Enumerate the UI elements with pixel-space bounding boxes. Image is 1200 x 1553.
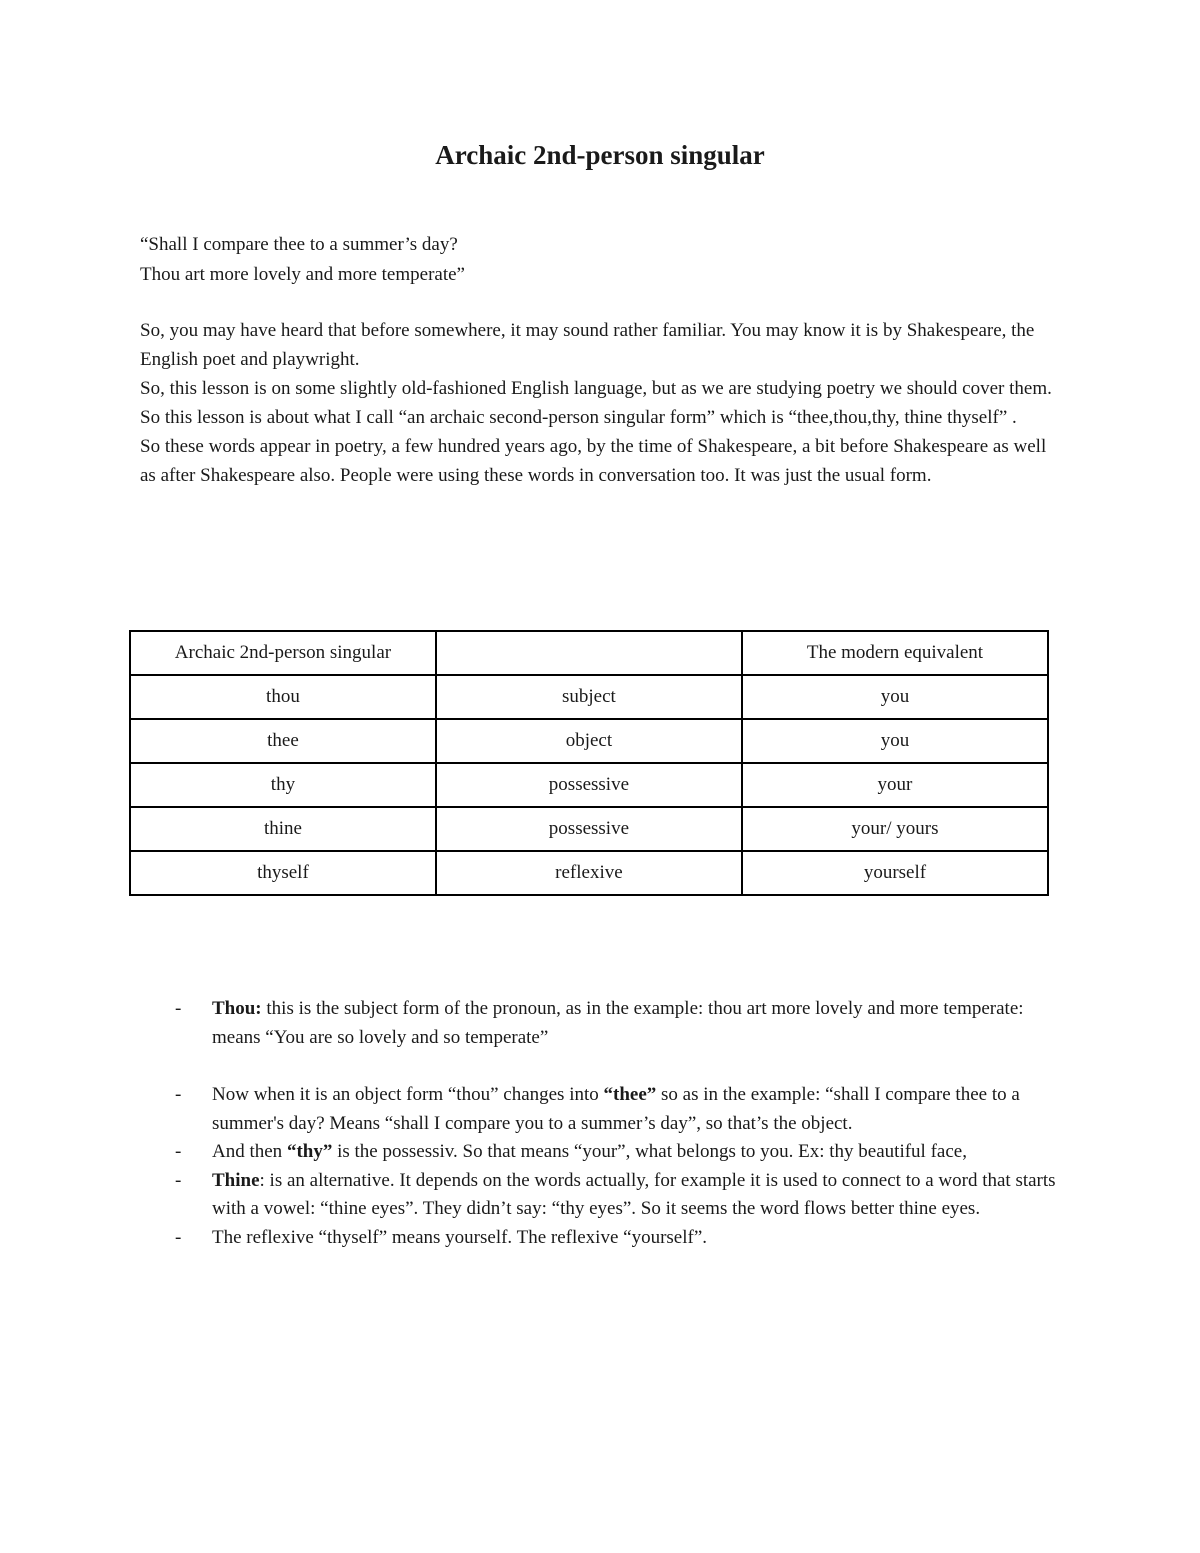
table-cell: reflexive [436,851,742,895]
bullet-dash: - [175,998,182,1019]
note-text [212,1138,1065,1167]
table-row [130,851,1048,895]
table-cell: thee [130,719,436,763]
intro-text [140,316,1060,490]
table-cell: yourself [742,851,1048,895]
table-cell: your [742,763,1048,807]
sonnet-quote [140,230,1070,290]
note-term: “thy” [286,1141,333,1162]
list-item [175,1167,1065,1224]
note-body: is the possessiv. So that means “your”, what belongs to you. Ex: thy beautiful face, [332,1141,967,1162]
table-cell: your/ yours [742,807,1048,851]
intro-paragraph: So, this lesson is on some slightly old-fashioned English language, but as we are studying poetry we should cover them. So this lesson is about what I call “an archaic second-person singular form” which is “thee,thou,thy, thine thyself” . [140,378,1052,428]
note-term: “thee” [603,1084,657,1105]
table-cell: possessive [436,763,742,807]
table-cell: possessive [436,807,742,851]
table-row [130,807,1048,851]
note-text [212,1167,1065,1224]
table-row [130,675,1048,719]
bullet-dash: - [175,1084,182,1105]
table-row [130,719,1048,763]
quote-line: Thou art more lovely and more temperate” [140,264,465,285]
table-cell: thyself [130,851,436,895]
table-cell: thine [130,807,436,851]
table-header-cell: The modern equivalent [742,631,1048,675]
list-item [175,1138,1065,1167]
list-item [175,1224,1065,1253]
note-text: The reflexive “thyself” means yourself. The reflexive “yourself”. [212,1226,708,1248]
list-item [175,1081,1065,1138]
bullet-dash: - [175,1169,182,1191]
notes-list [175,995,1065,1252]
note-body: Now when it is an object form “thou” changes into [212,1084,604,1105]
table-cell: subject [436,675,742,719]
table-cell: thy [130,763,436,807]
note-term: Thine [212,1169,260,1191]
table-cell: you [742,719,1048,763]
table-header-cell [436,631,742,675]
pronoun-table [129,630,1049,896]
table-cell: object [436,719,742,763]
note-body: so as in the example: “shall I compare thee to a summer's day? Means “shall I compare you to a summer’s day”, so that’s the object. [212,1084,1020,1134]
page-title: Archaic 2nd-person singular [435,140,765,170]
note-body: this is the subject form of the pronoun, as in the example: thou art more lovely and more temperate: means “You are so lovely and so temperate” [212,998,1024,1048]
note-text [212,1081,1065,1138]
table-cell: thou [130,675,436,719]
list-item [175,995,1065,1052]
note-body: And then [212,1141,287,1162]
table-header-row [130,631,1048,675]
note-body: : is an alternative. It depends on the words actually, for example it is used to connect to a word that starts with a vowel: “thine eyes”. They didn’t say: “thy eyes”. So it seems the word flows better thine eyes. [212,1169,1056,1219]
quote-line: “Shall I compare thee to a summer’s day? [140,234,458,255]
intro-paragraph: So, you may have heard that before somewhere, it may sound rather familiar. You may know it is by Shakespeare, the English poet and playwright. [140,320,1035,370]
bullet-dash: - [175,1226,182,1248]
table-cell: you [742,675,1048,719]
intro-paragraph: So these words appear in poetry, a few hundred years ago, by the time of Shakespeare, a bit before Shakespeare as well as after Shakespeare also. People were using these words in conversation too. It was just the usual form. [140,436,1047,486]
note-text [212,995,1065,1052]
table-header-cell: Archaic 2nd-person singular [130,631,436,675]
note-term: Thou: [212,998,262,1019]
bullet-dash: - [175,1141,182,1162]
table-row [130,763,1048,807]
